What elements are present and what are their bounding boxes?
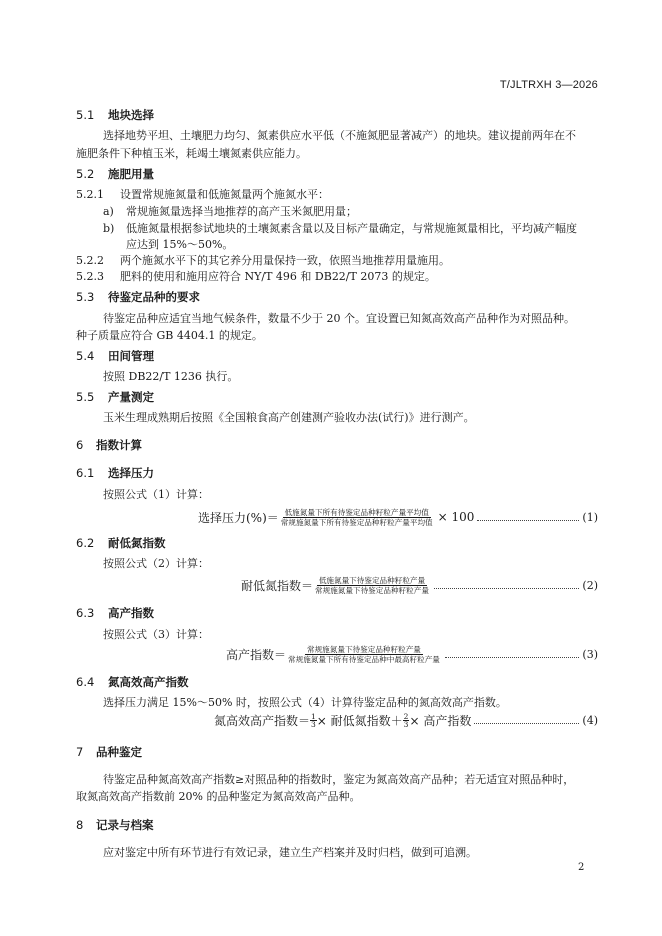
section-title: 记录与档案 bbox=[96, 818, 154, 832]
paragraph-line: 待鉴定品种氮高效高产指数≥对照品种的指数时，鉴定为氮高效高产品种；若无适宜对照品种时， bbox=[103, 773, 575, 786]
clause-number: 5.2.2 bbox=[76, 254, 104, 267]
fraction-denominator: 3 bbox=[311, 719, 316, 729]
list-marker: b) bbox=[103, 222, 115, 235]
section-number: 6.2 bbox=[76, 536, 95, 550]
fraction-numerator: 1 bbox=[311, 711, 316, 721]
section-number: 6 bbox=[76, 438, 84, 452]
section-number: 5.1 bbox=[76, 108, 95, 122]
section-number: 8 bbox=[76, 818, 84, 832]
section-6-1-heading bbox=[76, 465, 154, 481]
section-5-1-heading bbox=[76, 107, 154, 123]
formula-intro: 按照公式（2）计算： bbox=[103, 557, 209, 570]
leader-dots bbox=[477, 514, 579, 521]
formula-term: × 耐低氮指数＋ bbox=[316, 713, 403, 728]
paragraph-line: 种子质量应符合 GB 4404.1 的规定。 bbox=[76, 329, 263, 342]
formula-intro: 按照公式（3）计算： bbox=[103, 628, 209, 641]
paragraph-line: 玉米生理成熟期后按照《全国粮食高产创建测产验收办法(试行)》进行测产。 bbox=[103, 411, 475, 424]
fraction-one-third bbox=[310, 713, 317, 728]
section-number: 5.5 bbox=[76, 390, 95, 404]
paragraph-line: 待鉴定品种应适宜当地气候条件，数量不少于 20 个。宜设置已知氮高效高产品种作为对照品种。 bbox=[103, 312, 575, 325]
clause-5-2-1 bbox=[76, 186, 329, 204]
section-5-3-heading bbox=[76, 289, 200, 305]
equation-number: (4) bbox=[582, 713, 598, 727]
section-title: 氮高效高产指数 bbox=[108, 675, 189, 689]
section-title: 指数计算 bbox=[96, 438, 142, 452]
section-title: 施肥用量 bbox=[108, 167, 154, 181]
clause-text: 设置常规施氮量和低施氮量两个施氮水平： bbox=[120, 188, 329, 201]
fraction-numerator: 常规施氮量下待鉴定品种籽粒产量 bbox=[307, 644, 421, 654]
paragraph-line: 施肥条件下种植玉米，耗竭土壤氮素供应能力。 bbox=[76, 147, 307, 160]
fraction-numerator: 2 bbox=[403, 711, 409, 721]
formula-4 bbox=[214, 710, 598, 730]
section-number: 5.4 bbox=[76, 349, 95, 363]
formula-intro: 选择压力满足 15%～50% 时，按照公式（4）计算待鉴定品种的氮高效高产指数。 bbox=[103, 696, 507, 709]
fraction-numerator: 低施氮量下所有待鉴定品种籽粒产量平均值 bbox=[284, 507, 429, 517]
equation-number: (2) bbox=[582, 578, 598, 592]
formula-lhs: 耐低氮指数＝ bbox=[241, 578, 314, 593]
section-title: 品种鉴定 bbox=[96, 745, 142, 759]
section-title: 耐低氮指数 bbox=[108, 536, 166, 550]
formula-2 bbox=[241, 572, 598, 598]
section-6-4-heading bbox=[76, 674, 189, 690]
clause-number: 5.2.1 bbox=[76, 188, 104, 201]
section-number: 6.4 bbox=[76, 675, 95, 689]
section-6-heading bbox=[76, 437, 142, 453]
formula-1 bbox=[198, 504, 598, 530]
paragraph-line: 取氮高效高产指数前 20% 的品种鉴定为氮高效高产品种。 bbox=[76, 790, 361, 803]
clause-text: 两个施氮水平下的其它养分用量保持一致，依照当地推荐用量施用。 bbox=[120, 254, 450, 267]
paragraph-line: 选择地势平坦、土壤肥力均匀、氮素供应水平低（不施氮肥显著减产）的地块。建议提前两年在不 bbox=[103, 129, 576, 142]
list-text-continued: 应达到 15%～50%。 bbox=[126, 238, 234, 251]
formula-lhs: 氮高效高产指数＝ bbox=[214, 713, 311, 728]
paragraph-line: 应对鉴定中所有环节进行有效记录，建立生产档案并及时归档，做到可追溯。 bbox=[103, 846, 477, 859]
clause-5-2-3 bbox=[76, 268, 436, 286]
fraction-denominator: 3 bbox=[403, 719, 409, 729]
page-number: 2 bbox=[578, 862, 585, 873]
clause-number: 5.2.3 bbox=[76, 270, 104, 283]
section-number: 6.1 bbox=[76, 466, 95, 480]
section-title: 选择压力 bbox=[108, 466, 154, 480]
leader-dots bbox=[474, 717, 579, 724]
formula-intro: 按照公式（1）计算： bbox=[103, 488, 209, 501]
fraction-denominator: 常规施氮量下所有待鉴定品种中最高籽粒产量 bbox=[288, 654, 440, 664]
document-number: T/JLTRXH 3—2026 bbox=[499, 79, 598, 91]
formula-fraction bbox=[313, 576, 431, 595]
equation-number: (3) bbox=[582, 647, 598, 661]
section-number: 7 bbox=[76, 745, 84, 759]
section-title: 待鉴定品种的要求 bbox=[108, 290, 200, 304]
list-item-a bbox=[103, 203, 357, 221]
section-5-4-heading bbox=[76, 348, 154, 364]
formula-term: × 高产指数 bbox=[409, 713, 472, 728]
section-title: 田间管理 bbox=[108, 349, 154, 363]
leader-dots bbox=[445, 651, 580, 658]
section-5-2-heading bbox=[76, 166, 154, 182]
formula-fraction bbox=[279, 508, 435, 527]
section-title: 产量测定 bbox=[108, 390, 154, 404]
section-number: 5.3 bbox=[76, 290, 95, 304]
fraction-denominator: 常规施氮量下所有待鉴定品种籽粒产量平均值 bbox=[280, 517, 433, 527]
section-6-3-heading bbox=[76, 605, 154, 621]
section-8-heading bbox=[76, 817, 154, 833]
clause-text: 肥料的使用和施用应符合 NY/T 496 和 DB22/T 2073 的规定。 bbox=[120, 270, 436, 283]
list-text: 低施氮量根据参试地块的土壤氮素含量以及目标产量确定，与常规施氮量相比，平均减产幅度 bbox=[126, 222, 577, 235]
list-text: 常规施氮量选择当地推荐的高产玉米氮肥用量； bbox=[126, 205, 357, 218]
formula-3 bbox=[226, 641, 598, 667]
section-title: 高产指数 bbox=[108, 606, 154, 620]
fraction-numerator: 低施氮量下待鉴定品种籽粒产量 bbox=[318, 575, 426, 585]
fraction-two-thirds bbox=[403, 713, 410, 728]
leader-dots bbox=[434, 582, 579, 589]
formula-fraction bbox=[286, 645, 442, 664]
section-5-5-heading bbox=[76, 389, 154, 405]
paragraph-line: 按照 DB22/T 1236 执行。 bbox=[103, 370, 239, 383]
formula-lhs: 选择压力(%)＝ bbox=[198, 510, 279, 525]
list-marker: a) bbox=[103, 205, 114, 218]
section-7-heading bbox=[76, 744, 142, 760]
section-number: 5.2 bbox=[76, 167, 95, 181]
section-title: 地块选择 bbox=[108, 108, 154, 122]
section-number: 6.3 bbox=[76, 606, 95, 620]
formula-multiplier: × 100 bbox=[437, 510, 475, 524]
section-6-2-heading bbox=[76, 535, 166, 551]
fraction-denominator: 常规施氮量下待鉴定品种籽粒产量 bbox=[315, 585, 429, 595]
equation-number: (1) bbox=[582, 510, 598, 524]
formula-lhs: 高产指数＝ bbox=[226, 647, 287, 662]
